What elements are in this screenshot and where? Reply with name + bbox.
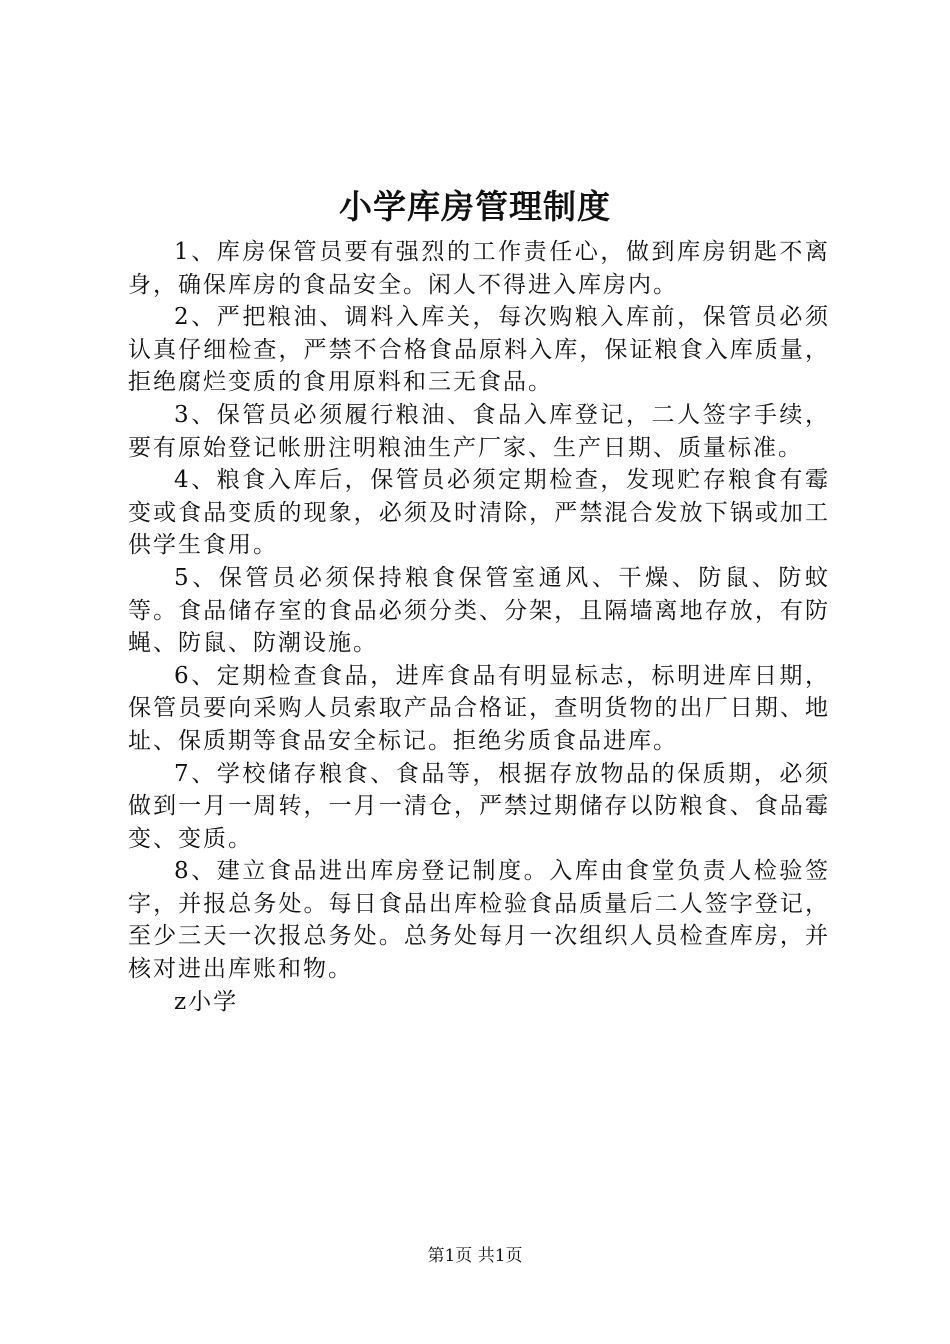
paragraph-8: 8、建立食品进出库房登记制度。入库由食堂负责人检验签字，并报总务处。每日食品出库检验食品质量后二人签字登记，至少三天一次报总务处。总务处每月一次组织人员检查库房，并核对进出库账和物。 xyxy=(128,858,830,983)
document-body xyxy=(128,236,830,1018)
paragraph-4: 4、粮食入库后，保管员必须定期检查，发现贮存粮食有霉变或食品变质的现象，必须及时清除，严禁混合发放下锅或加工供学生食用。 xyxy=(128,467,830,559)
signature: z小学 xyxy=(174,988,239,1015)
paragraph-1: 1、库房保管员要有强烈的工作责任心，做到库房钥匙不离身，确保库房的食品安全。闲人不得进入库房内。 xyxy=(128,239,830,298)
paragraph-3: 3、保管员必须履行粮油、食品入库登记，二人签字手续，要有原始登记帐册注明粮油生产厂家、生产日期、质量标准。 xyxy=(128,401,830,461)
paragraph-7: 7、学校储存粮食、食品等，根据存放物品的保质期，必须做到一月一周转，一月一清仓，严禁过期储存以防粮食、食品霉变、变质。 xyxy=(128,760,830,852)
page-footer: 第1页 共1页 xyxy=(427,1246,523,1266)
document-title: 小学库房管理制度 xyxy=(339,187,611,226)
paragraph-2: 2、严把粮油、调料入库关，每次购粮入库前，保管员必须认真仔细检查，严禁不合格食品原料入库，保证粮食入库质量，拒绝腐烂变质的食用原料和三无食品。 xyxy=(128,304,830,396)
paragraph-6: 6、定期检查食品，进库食品有明显标志，标明进库日期，保管员要向采购人员索取产品合格证，查明货物的出厂日期、地址、保质期等食品安全标记。拒绝劣质食品进库。 xyxy=(128,662,830,754)
paragraph-5: 5、保管员必须保持粮食保管室通风、干燥、防鼠、防蚊等。食品储存室的食品必须分类、分架，且隔墙离地存放，有防蝇、防鼠、防潮设施。 xyxy=(128,564,830,657)
